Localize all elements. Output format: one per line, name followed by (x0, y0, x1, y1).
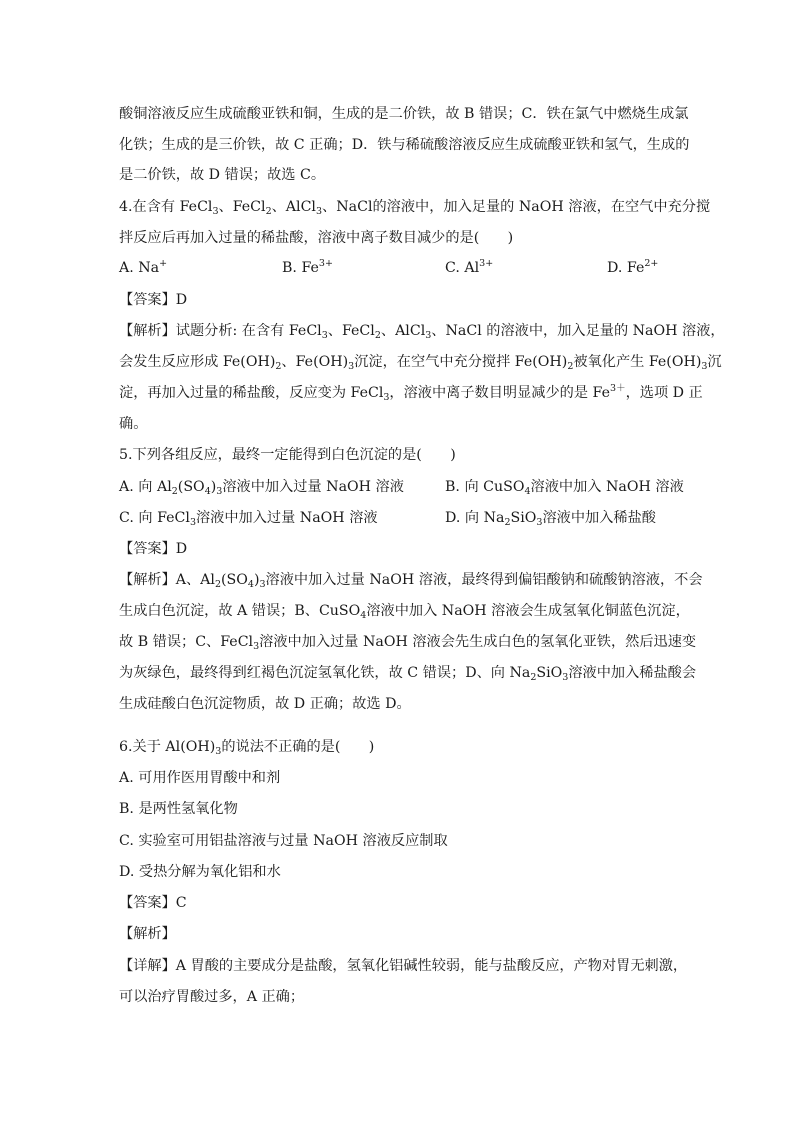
q6-analysis: 【解析】 (119, 926, 176, 942)
q4-answer: 【答案】D (119, 292, 188, 308)
q6-answer: 【答案】C (119, 895, 187, 911)
q6-stem: 6.关于 $Al(OH)_3$的说法不正确的是( ) (119, 739, 375, 757)
q5-analysis-line-2: 生成白色沉淀，故 A 错误；B、CuSO$_4$溶液中加入 NaOH 溶液会生成氢氧化铜蓝色沉淀， (119, 603, 690, 621)
q5-analysis-line-1: 【解析】A、$Al_2(SO_4)_3$溶液中加入过量 NaOH 溶液，最终得到偏铝酸钠和硫酸钠溶液，不会 (119, 572, 703, 590)
q5-option-c: C. 向 FeCl$_3$溶液中加入过量 NaOH 溶液 (119, 510, 378, 528)
q4-analysis-line-3: 淀，再加入过量的稀盐酸，反应变为 FeCl$_3$，溶液中离子数目明显减少的是 $Fe^{3+}$，选项 D 正 (119, 383, 703, 403)
q5-option-a: A. 向 $Al_2(SO_4)_3$溶液中加入过量 NaOH 溶液 (119, 479, 404, 497)
q4-stem-line-1: 4.在含有 FeCl$_3$、FeCl$_2$、AlCl$_3$、NaCl的溶液中，加入足量的 NaOH 溶液，在空气中充分搅 (119, 199, 711, 217)
q5-analysis-line-5: 生成硅酸白色沉淀物质，故 D 正确；故选 D。 (119, 696, 411, 712)
q6-option-c: C. 实验室可用铝盐溶液与过量 NaOH 溶液反应制取 (119, 833, 448, 849)
q4-option-d: D. $Fe^{2+}$ (607, 258, 659, 276)
q5-stem: 5.下列各组反应，最终一定能得到白色沉淀的是( ) (119, 447, 456, 463)
q4-option-c: C. $Al^{3+}$ (445, 258, 494, 276)
q6-option-d: D. 受热分解为氧化铝和水 (119, 864, 281, 880)
q4-analysis-line-2: 会发生反应形成 $Fe(OH)_2$、$Fe(OH)_3$沉淀，在空气中充分搅拌 $Fe(OH)_2$被氧化产生 $Fe(OH)_3$沉 (119, 354, 722, 372)
q6-detail-line-2: 可以治疗胃酸过多，A 正确； (119, 989, 305, 1005)
q5-option-b: B. 向 CuSO$_4$溶液中加入 NaOH 溶液 (445, 479, 684, 497)
q5-analysis-line-3: 故 B 错误；C、FeCl$_3$溶液中加入过量 NaOH 溶液会先生成白色的氢氧化亚铁，然后迅速变 (119, 634, 697, 652)
q6-detail-line-1: 【详解】A 胃酸的主要成分是盐酸，氢氧化铝碱性较弱，能与盐酸反应，产物对胃无刺激， (119, 958, 688, 974)
q4-analysis-line-1: 【解析】试题分析: 在含有 FeCl$_3$、FeCl$_2$、AlCl$_3$、NaCl 的溶液中，加入足量的 NaOH 溶液， (119, 323, 725, 341)
q4-stem-line-2: 拌反应后再加入过量的稀盐酸，溶液中离子数目减少的是( ) (119, 230, 514, 246)
q6-option-b: B. 是两性氢氧化物 (119, 801, 238, 817)
prev-answer-line-3: 是二价铁，故 D 错误；故选 C。 (119, 167, 326, 183)
q5-option-d: D. 向 $Na_2SiO_3$溶液中加入稀盐酸 (445, 510, 656, 528)
q5-answer: 【答案】D (119, 541, 188, 557)
prev-answer-line-2: 化铁；生成的是三价铁，故 C 正确；D．铁与稀硫酸溶液反应生成硫酸亚铁和氢气，生成的 (119, 137, 690, 153)
prev-answer-line-1: 酸铜溶液反应生成硫酸亚铁和铜，生成的是二价铁，故 B 错误；C．铁在氯气中燃烧生成氯 (119, 106, 689, 122)
q4-analysis-line-4: 确。 (119, 416, 148, 432)
q5-analysis-line-4: 为灰绿色，最终得到红褐色沉淀氢氧化铁，故 C 错误；D、向 $Na_2SiO_3$溶液中加入稀盐酸会 (119, 665, 697, 683)
q4-option-b: B. $Fe^{3+}$ (282, 258, 333, 276)
q4-option-a: A. Na+ (119, 258, 168, 276)
q6-option-a: A. 可用作医用胃酸中和剂 (119, 770, 281, 786)
